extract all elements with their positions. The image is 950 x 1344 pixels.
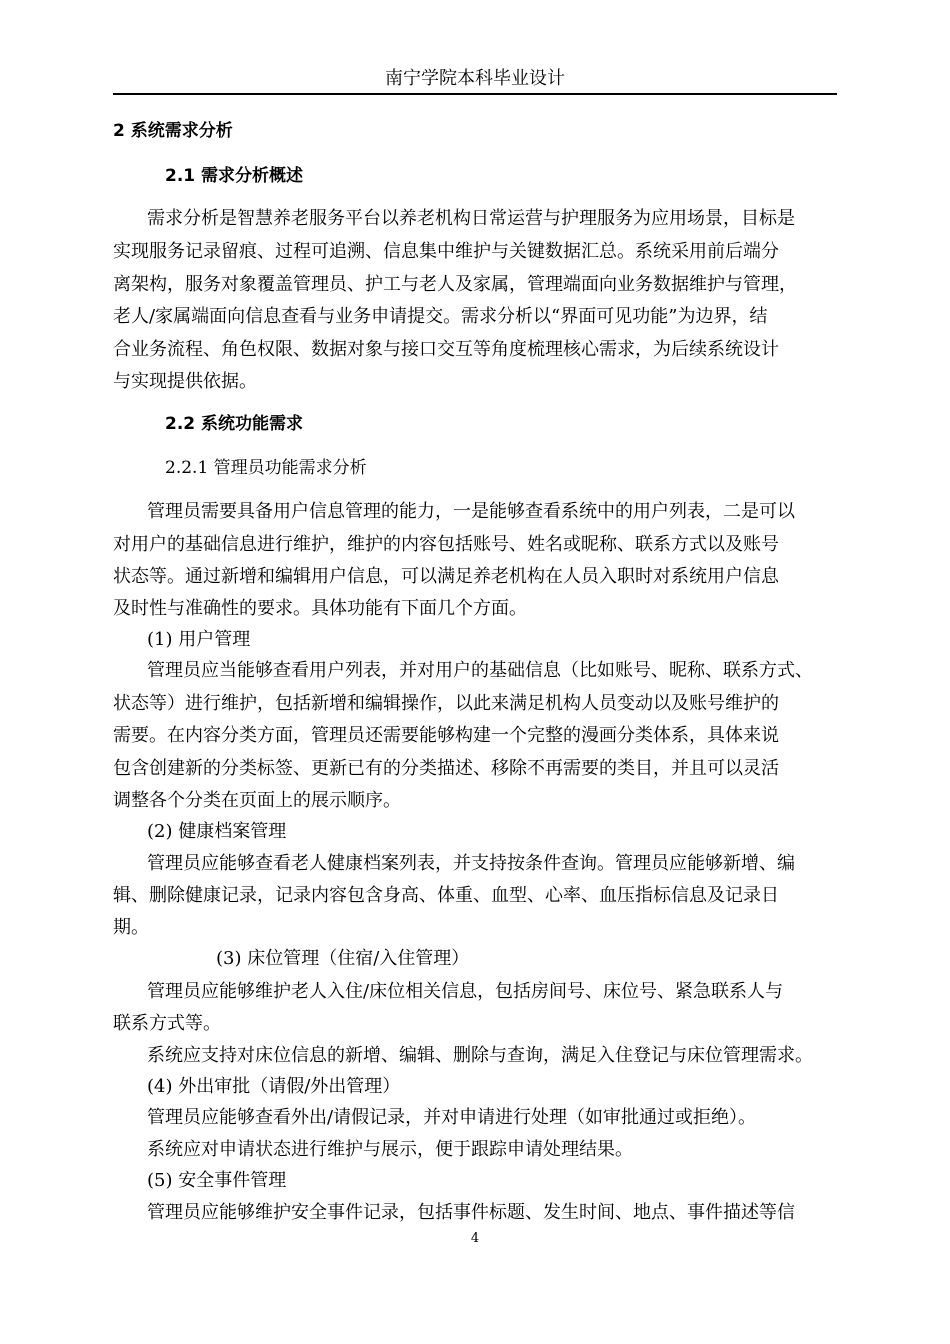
paragraph-line: 管理员应能够查看外出/请假记录，并对申请进行处理（如审批通过或拒绝）。 (147, 1107, 757, 1128)
paragraph-line: 及时性与准确性的要求。具体功能有下面几个方面。 (113, 598, 527, 619)
section-2-heading: 2 系统需求分析 (113, 121, 233, 141)
paragraph-line: 管理员应能够维护安全事件记录，包括事件标题、发生时间、地点、事件描述等信 (147, 1202, 795, 1223)
paragraph-line: 辑、删除健康记录，记录内容包含身高、体重、血型、心率、血压指标信息及记录日 (113, 885, 779, 906)
paragraph-line: 合业务流程、角色权限、数据对象与接口交互等角度梳理核心需求，为后续系统设计 (113, 339, 779, 360)
page-number: 4 (470, 1231, 480, 1246)
paragraph-line: 联系方式等。 (113, 1013, 221, 1034)
item-2-heading: (2) 健康档案管理 (147, 821, 287, 842)
paragraph-line: 管理员应能够查看老人健康档案列表，并支持按条件查询。管理员应能够新增、编 (147, 853, 795, 874)
item-5-heading: (5) 安全事件管理 (147, 1170, 287, 1191)
header-rule (113, 93, 837, 95)
paragraph-line: 管理员需要具备用户信息管理的能力，一是能够查看系统中的用户列表，二是可以 (147, 501, 795, 522)
item-1-heading: (1) 用户管理 (147, 629, 251, 650)
section-2-1-heading: 2.1 需求分析概述 (165, 166, 304, 186)
paragraph-line: 状态等。通过新增和编辑用户信息，可以满足养老机构在人员入职时对系统用户信息 (113, 566, 779, 587)
paragraph-line: 状态等）进行维护，包括新增和编辑操作，以此来满足机构人员变动以及账号维护的 (113, 693, 779, 714)
paragraph-line: 管理员应当能够查看用户列表，并对用户的基础信息（比如账号、昵称、联系方式、 (147, 660, 813, 681)
paragraph-line: 对用户的基础信息进行维护，维护的内容包括账号、姓名或昵称、联系方式以及账号 (113, 534, 779, 555)
paragraph-line: 包含创建新的分类标签、更新已有的分类描述、移除不再需要的类目，并且可以灵活 (113, 758, 779, 779)
paragraph-line: 管理员应能够维护老人入住/床位相关信息，包括房间号、床位号、紧急联系人与 (147, 981, 784, 1002)
paragraph-line: 需求分析是智慧养老服务平台以养老机构日常运营与护理服务为应用场景，目标是 (147, 208, 795, 229)
paragraph-line: 系统应支持对床位信息的新增、编辑、删除与查询，满足入住登记与床位管理需求。 (147, 1045, 813, 1066)
paragraph-line: 离架构，服务对象覆盖管理员、护工与老人及家属，管理端面向业务数据维护与管理， (113, 274, 797, 295)
paragraph-line: 老人/家属端面向信息查看与业务申请提交。需求分析以“界面可见功能”为边界，结 (113, 306, 768, 327)
paragraph-line: 系统应对申请状态进行维护与展示，便于跟踪申请处理结果。 (147, 1139, 633, 1160)
item-4-heading: (4) 外出审批（请假/外出管理） (147, 1076, 401, 1097)
paragraph-line: 期。 (113, 917, 149, 938)
section-2-2-heading: 2.2 系统功能需求 (165, 414, 304, 434)
section-2-2-1-heading: 2.2.1 管理员功能需求分析 (165, 458, 367, 478)
paragraph-line: 需要。在内容分类方面，管理员还需要能够构建一个完整的漫画分类体系，具体来说 (113, 725, 779, 746)
paragraph-line: 与实现提供依据。 (113, 371, 257, 392)
paragraph-line: 实现服务记录留痕、过程可追溯、信息集中维护与关键数据汇总。系统采用前后端分 (113, 241, 779, 262)
item-3-heading: (3) 床位管理（住宿/入住管理） (216, 948, 470, 969)
paragraph-line: 调整各个分类在页面上的展示顺序。 (113, 790, 401, 811)
page-header-title: 南宁学院本科毕业设计 (385, 68, 565, 89)
